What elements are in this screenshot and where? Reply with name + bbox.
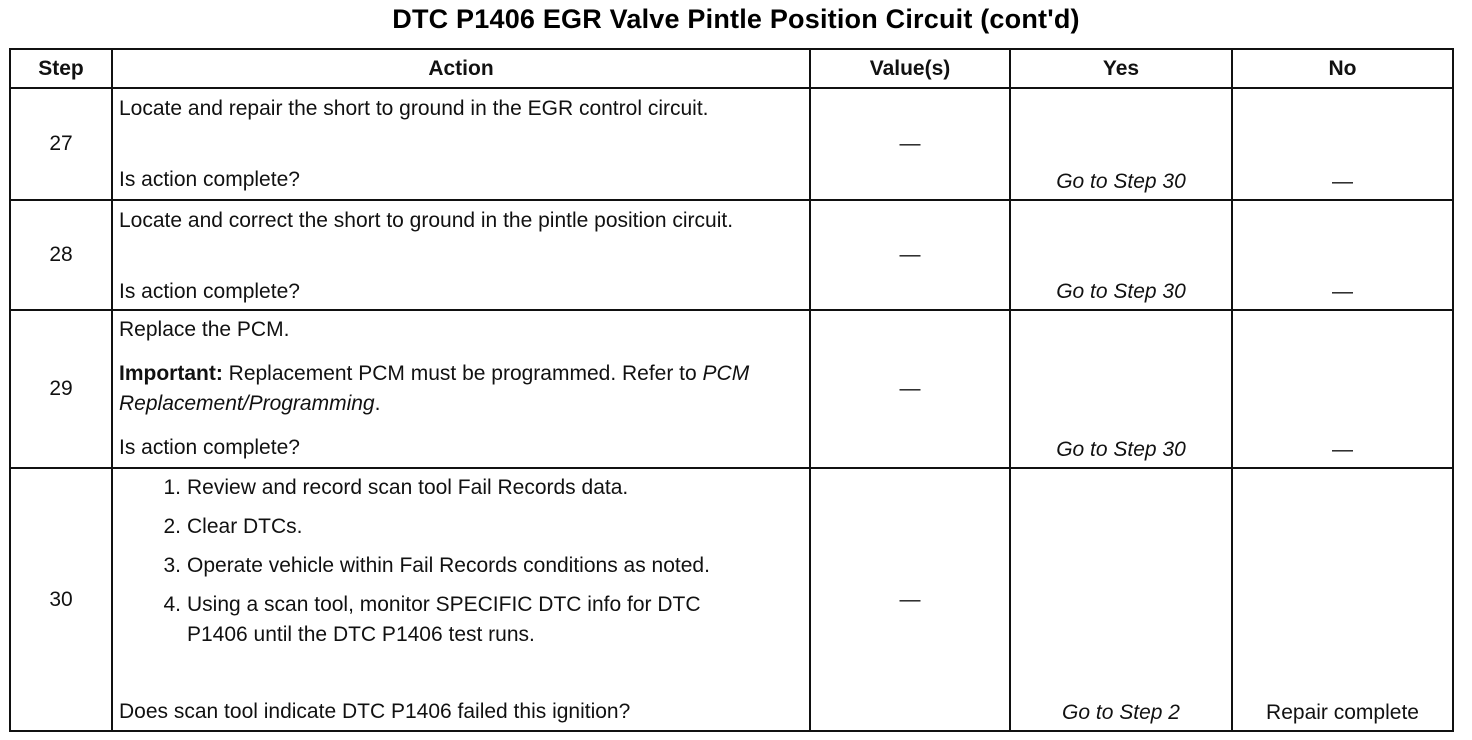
list-item	[119, 551, 803, 581]
substep-text: Using a scan tool, monitor SPECIFIC DTC info for DTC P1406 until the DTC P1406 test runs.	[187, 593, 701, 646]
list-item	[119, 473, 803, 503]
action-question: Is action complete?	[119, 436, 300, 459]
yes-cell: Go to Step 30	[1010, 88, 1232, 200]
header-yes: Yes	[1010, 49, 1232, 88]
no-cell: —	[1232, 88, 1453, 200]
important-label: Important:	[119, 362, 223, 385]
yes-cell: Go to Step 2	[1010, 468, 1232, 731]
no-cell: —	[1232, 200, 1453, 310]
diagnostic-table	[9, 48, 1454, 732]
action-cell	[112, 200, 810, 310]
step-number: 30	[10, 468, 112, 731]
action-question: Is action complete?	[119, 280, 300, 303]
header-no: No	[1232, 49, 1453, 88]
list-item	[119, 590, 803, 650]
step-number: 29	[10, 310, 112, 468]
action-text: Replace the PCM.	[119, 318, 290, 341]
page-title: DTC P1406 EGR Valve Pintle Position Circuit (cont'd)	[392, 4, 1080, 34]
substep-text: Review and record scan tool Fail Records data.	[187, 476, 629, 499]
action-text: Locate and repair the short to ground in the EGR control circuit.	[119, 97, 709, 120]
list-item	[119, 512, 803, 542]
substep-text: Operate vehicle within Fail Records conditions as noted.	[187, 554, 710, 577]
substep-list	[119, 473, 803, 659]
action-question: Does scan tool indicate DTC P1406 failed this ignition?	[119, 700, 631, 723]
substep-number: 3.	[163, 554, 181, 577]
yes-cell: Go to Step 30	[1010, 310, 1232, 468]
important-text: Replacement PCM must be programmed. Refer to	[222, 362, 703, 385]
header-action: Action	[112, 49, 810, 88]
action-cell	[112, 310, 810, 468]
value-cell: —	[810, 468, 1010, 731]
header-step: Step	[10, 49, 112, 88]
value-cell: —	[810, 310, 1010, 468]
table-header-row	[10, 49, 1453, 88]
yes-cell: Go to Step 30	[1010, 200, 1232, 310]
header-values: Value(s)	[810, 49, 1010, 88]
table-row	[10, 468, 1453, 731]
step-number: 27	[10, 88, 112, 200]
value-cell: —	[810, 88, 1010, 200]
substep-number: 4.	[163, 593, 181, 616]
no-cell: Repair complete	[1232, 468, 1453, 731]
important-note	[119, 359, 803, 419]
action-cell	[112, 88, 810, 200]
substep-number: 1.	[163, 476, 181, 499]
table-row	[10, 200, 1453, 310]
substep-number: 2.	[163, 515, 181, 538]
table-row	[10, 310, 1453, 468]
action-text: Locate and correct the short to ground in the pintle position circuit.	[119, 209, 734, 232]
action-question: Is action complete?	[119, 168, 300, 191]
substep-text: Clear DTCs.	[187, 515, 303, 538]
reference-link: PCM Replacement/Programming	[119, 362, 750, 415]
action-cell	[112, 468, 810, 731]
important-end: .	[374, 392, 381, 415]
no-cell: —	[1232, 310, 1453, 468]
value-cell: —	[810, 200, 1010, 310]
step-number: 28	[10, 200, 112, 310]
table-row	[10, 88, 1453, 200]
